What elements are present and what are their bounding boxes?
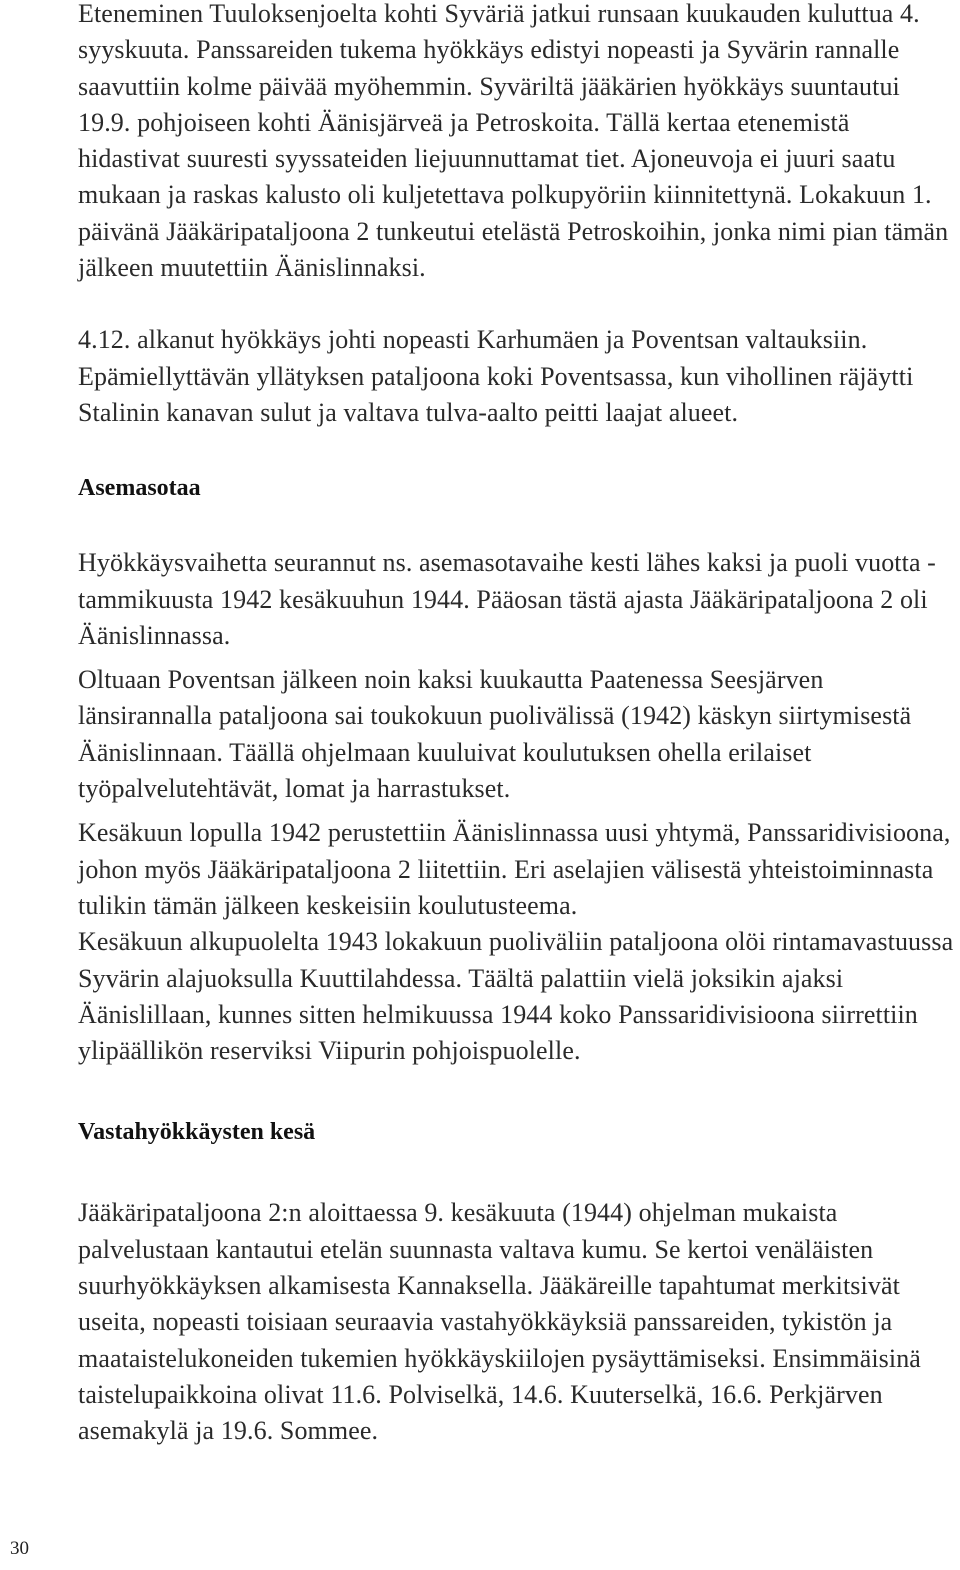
page-number: 30 — [10, 1538, 29, 1559]
paragraph-armoured-division: Kesäkuun lopulla 1942 perustettiin Äänislinnassa uusi yhtymä, Panssaridivisioona, johon myös Jääkäripataljoona 2 liitettiin. Eri aselajien välisestä yhteistoiminnasta tulikin tämän jälkeen keskeisiin koulutusteema. — [78, 818, 951, 920]
paragraph-advance-to-syvari: Eteneminen Tuuloksenjoelta kohti Syväriä jatkui runsaan kuukauden kuluttua 4. syyskuuta. Panssareiden tukema hyökkäys edistyi nopeasti ja Syvärin rannalle saavuttiin kolme päivää myöhemmin. Syväriltä jääkärien hyökkäys suuntautui 19.9. pohjoiseen kohti Äänisjärveä ja Petroskoita. Tällä kertaa etenemistä hidastivat suuresti syyssateiden liejuunnuttamat tiet. Ajoneuvoja ei juuri saatu mukaan ja raskas kalusto oli kuljetettava polkupyöriin kiinnitettynä. Lokakuun 1. päivänä Jääkäripataljoona 2 tunkeutui etelästä Petroskoihin, jonka nimi pian tämän jälkeen muutettiin Äänislinnaksi. — [78, 0, 949, 283]
document-page — [78, 0, 958, 1450]
paragraph-trench-war-phase: Hyökkäysvaihetta seurannut ns. asemasotavaihe kesti lähes kaksi ja puoli vuotta - tammikuusta 1942 kesäkuuhun 1944. Pääosan tästä ajasta Jääkäripataljoona 2 oli Äänislinnassa. — [78, 548, 936, 650]
paragraph-karhumaki-povenets: 4.12. alkanut hyökkäys johti nopeasti Karhumäen ja Poventsan valtauksiin. Epämiellyttävän yllätyksen pataljoona koki Poventsassa, kun vihollinen räjäytti Stalinin kanavan sulut ja valtava tulva-aalto peitti laajat alueet. — [78, 325, 914, 427]
paragraph-transfer-to-aanislinna: Oltuaan Poventsan jälkeen noin kaksi kuukautta Paatenessa Seesjärven länsirannalla pataljoona sai toukokuun puolivälissä (1942) käskyn siirtymisestä Äänislinnaan. Täällä ohjelmaan kuuluivat koulutuksen ohella erilaiset työpalvelutehtävät, lomat ja harrastukset. — [78, 665, 912, 804]
paragraph-counterattacks: Jääkäripataljoona 2:n aloittaessa 9. kesäkuuta (1944) ohjelman mukaista palvelustaan kantautui etelän suunnasta valtava kumu. Se kertoi venäläisten suurhyökkäyksen alkamisesta Kannaksella. Jääkäreille tapahtumat merkitsivät useita, nopeasti toisiaan seuraavia vastahyökkäyksiä panssareiden, tykistön ja maataistelukoneiden tukemien hyökkäyskiilojen pysäyttämiseksi. Ensimmäisinä taistelupaikkoina olivat 11.6. Polviselkä, 14.6. Kuuterselkä, 16.6. Perkjärven asemakylä ja 19.6. Sommee. — [78, 1198, 921, 1446]
section-heading-vastahyokkays: Vastahyökkäysten kesä — [78, 1119, 316, 1146]
section-heading-asemasotaa: Asemasotaa — [78, 475, 201, 502]
paragraph-front-duty: Kesäkuun alkupuolelta 1943 lokakuun puoliväliin pataljoona olöi rintamavastuussa Syvärin alajuoksulla Kuuttilahdessa. Täältä palattiin vielä joksikin ajaksi Äänislillaan, kunnes sitten helmikuussa 1944 koko Panssaridivisioona siirrettiin ylipäällikön reserviksi Viipurin pohjoispuolelle. — [78, 927, 954, 1066]
